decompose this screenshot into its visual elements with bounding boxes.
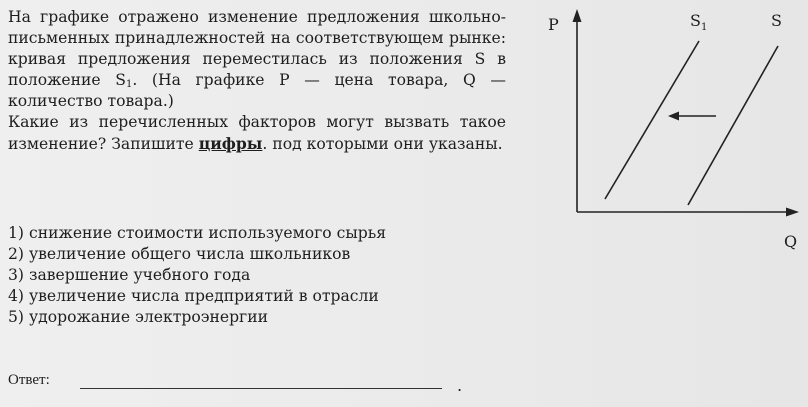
option-5: 5) удорожание электроэнергии (8, 308, 269, 326)
curve-s1-label: $S_1$ (690, 11, 708, 33)
task-text (8, 7, 506, 155)
option-2: 2) увеличение общего числа школьников (8, 245, 351, 263)
options-list (8, 223, 478, 328)
task-question: Какие из перечисленных факторов могут вызвать такое изменение? Запишите цифры. под которыми они указаны. (8, 113, 506, 153)
curve-s1 (605, 41, 699, 199)
shift-arrow-head-icon (668, 112, 679, 121)
curve-s-label: S (771, 11, 782, 30)
y-axis-label: P (548, 15, 559, 34)
task-description: На графике отражено изменение предложения школьно-письменных принадлежностей на соответствующем рынке: кривая предложения переместилась из положения S в положение $S_1$. (На графике P — цена товара, Q — количество товара.) (8, 8, 506, 110)
curve-s (688, 46, 778, 205)
answer-period: . (457, 376, 463, 395)
option-4: 4) увеличение числа предприятий в отрасли (8, 287, 379, 305)
x-axis-label: Q (784, 232, 798, 251)
x-axis-arrow-icon (786, 208, 799, 217)
y-axis-arrow-icon (573, 9, 582, 22)
supply-shift-graph (515, 0, 808, 280)
option-1: 1) снижение стоимости используемого сырья (8, 224, 387, 242)
option-3: 3) завершение учебного года (8, 266, 251, 284)
answer-field[interactable] (80, 388, 442, 389)
emphasis-digits: цифры (198, 134, 263, 153)
answer-label: Ответ: (8, 372, 50, 388)
